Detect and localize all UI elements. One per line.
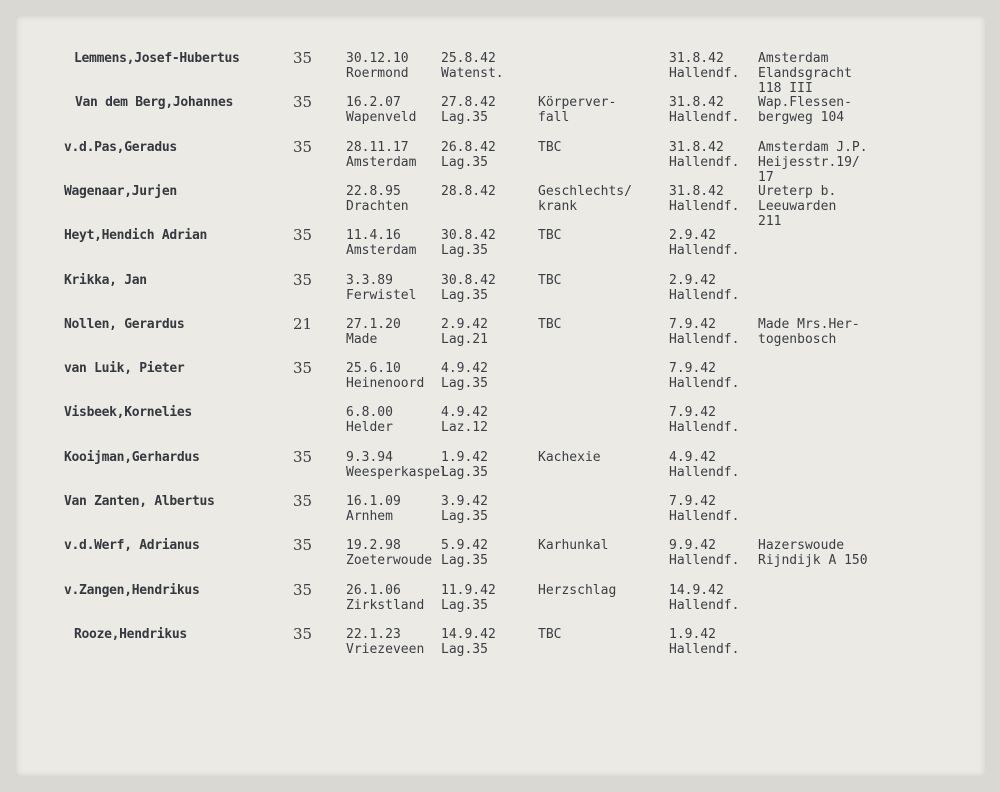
arrival-place: Lag.35 <box>441 642 488 657</box>
document-page <box>16 16 985 776</box>
cause-of-death: Karhunkal <box>538 538 609 553</box>
death-date: 7.9.42 <box>669 317 716 332</box>
arrival-cell <box>441 450 488 480</box>
address-cell <box>758 538 868 568</box>
birth-cell <box>346 51 409 81</box>
name-cell <box>64 273 147 288</box>
birth-place: Amsterdam <box>346 243 417 258</box>
arrival-cell <box>441 494 488 524</box>
record-row <box>16 95 985 139</box>
address-line: Heijesstr.19/ <box>758 155 860 170</box>
name-cell <box>75 95 233 110</box>
num-cell <box>293 583 312 598</box>
death-date: 31.8.42 <box>669 184 724 199</box>
birth-date: 25.6.10 <box>346 361 401 376</box>
address-line: Leeuwarden <box>758 199 837 214</box>
person-name: v.d.Werf, Adrianus <box>64 538 200 553</box>
block-number: 35 <box>293 448 313 466</box>
cause-of-death: Kachexie <box>538 450 601 465</box>
address-line: Amsterdam <box>758 51 829 66</box>
arrival-cell <box>441 95 496 125</box>
arrival-place: Watenst. <box>441 66 504 81</box>
birth-place: Arnhem <box>346 509 393 524</box>
record-row <box>16 450 985 494</box>
person-name: Van dem Berg,Johannes <box>75 95 234 110</box>
death-cell <box>669 450 739 480</box>
arrival-cell <box>441 583 496 613</box>
death-cell <box>669 228 739 258</box>
block-number: 35 <box>293 226 313 244</box>
death-place: Hallendf. <box>669 420 740 435</box>
death-date: 7.9.42 <box>669 361 716 376</box>
arrival-place: Laz.12 <box>441 420 488 435</box>
birth-date: 9.3.94 <box>346 450 393 465</box>
death-date: 7.9.42 <box>669 494 716 509</box>
address-line: Made Mrs.Her- <box>758 317 860 332</box>
arrival-date: 30.8.42 <box>441 228 496 243</box>
person-name: Rooze,Hendrikus <box>74 627 187 642</box>
block-number: 35 <box>293 49 313 67</box>
num-cell <box>293 538 312 553</box>
arrival-date: 2.9.42 <box>441 317 488 332</box>
address-line: 118 III <box>758 81 813 96</box>
block-number: 35 <box>293 271 313 289</box>
death-cell <box>669 140 739 170</box>
record-row <box>16 627 985 671</box>
address-line: Hazerswoude <box>758 538 845 553</box>
death-place: Hallendf. <box>669 332 740 347</box>
cause-cell <box>538 627 561 642</box>
person-name: van Luik, Pieter <box>64 361 185 376</box>
cause-cell <box>538 538 608 553</box>
birth-date: 22.1.23 <box>346 627 401 642</box>
birth-cell <box>346 361 424 391</box>
record-row <box>16 317 985 361</box>
address-cell <box>758 95 852 125</box>
birth-cell <box>346 95 416 125</box>
birth-cell <box>346 184 409 214</box>
arrival-place: Lag.35 <box>441 598 488 613</box>
cause-of-death-continued: krank <box>538 199 578 214</box>
record-row <box>16 184 985 228</box>
birth-cell <box>346 317 401 347</box>
name-cell <box>74 627 187 642</box>
record-row <box>16 361 985 405</box>
arrival-cell <box>441 538 488 568</box>
birth-date: 22.8.95 <box>346 184 401 199</box>
person-name: Nollen, Gerardus <box>64 317 185 332</box>
record-row <box>16 273 985 317</box>
arrival-place: Lag.35 <box>441 110 488 125</box>
block-number: 35 <box>293 625 313 643</box>
death-date: 4.9.42 <box>669 450 716 465</box>
birth-date: 3.3.89 <box>346 273 393 288</box>
arrival-cell <box>441 228 496 258</box>
cause-cell <box>538 450 601 465</box>
death-date: 1.9.42 <box>669 627 716 642</box>
arrival-place: Lag.35 <box>441 509 488 524</box>
death-place: Hallendf. <box>669 199 740 214</box>
name-cell <box>64 317 184 332</box>
arrival-date: 25.8.42 <box>441 51 496 66</box>
birth-place: Drachten <box>346 199 409 214</box>
name-cell <box>64 184 177 199</box>
death-date: 2.9.42 <box>669 273 716 288</box>
address-line: bergweg 104 <box>758 110 845 125</box>
birth-cell <box>346 450 448 480</box>
name-cell <box>64 228 207 243</box>
birth-place: Helder <box>346 420 393 435</box>
death-date: 31.8.42 <box>669 140 724 155</box>
birth-place: Ferwistel <box>346 288 417 303</box>
person-name: Van Zanten, Albertus <box>64 494 215 509</box>
arrival-place: Lag.35 <box>441 465 488 480</box>
death-cell <box>669 51 739 81</box>
record-row <box>16 405 985 449</box>
cause-cell <box>538 317 561 332</box>
address-line: Ureterp b. <box>758 184 837 199</box>
birth-place: Wapenveld <box>346 110 417 125</box>
arrival-date: 1.9.42 <box>441 450 488 465</box>
cause-of-death-continued: fall <box>538 110 570 125</box>
name-cell <box>64 140 177 155</box>
block-number: 21 <box>293 315 313 333</box>
arrival-date: 26.8.42 <box>441 140 496 155</box>
arrival-date: 4.9.42 <box>441 361 488 376</box>
name-cell <box>64 494 215 509</box>
arrival-cell <box>441 51 504 81</box>
address-line: 211 <box>758 214 782 229</box>
name-cell <box>74 51 240 66</box>
death-cell <box>669 317 739 347</box>
death-cell <box>669 583 739 613</box>
death-place: Hallendf. <box>669 598 740 613</box>
birth-place: Weesperkaspel <box>346 465 448 480</box>
death-cell <box>669 405 739 435</box>
cause-cell <box>538 273 561 288</box>
cause-of-death: TBC <box>538 228 562 243</box>
birth-date: 27.1.20 <box>346 317 401 332</box>
person-name: Kooijman,Gerhardus <box>64 450 200 465</box>
num-cell <box>293 627 312 642</box>
death-place: Hallendf. <box>669 66 740 81</box>
cause-of-death: TBC <box>538 140 562 155</box>
death-cell <box>669 273 739 303</box>
person-name: v.d.Pas,Geradus <box>64 140 177 155</box>
death-place: Hallendf. <box>669 465 740 480</box>
address-line: Wap.Flessen- <box>758 95 852 110</box>
death-date: 2.9.42 <box>669 228 716 243</box>
birth-date: 28.11.17 <box>346 140 409 155</box>
death-cell <box>669 494 739 524</box>
arrival-place: Lag.35 <box>441 243 488 258</box>
address-cell <box>758 140 868 185</box>
address-line: 17 <box>758 170 774 185</box>
arrival-cell <box>441 317 488 347</box>
record-row <box>16 494 985 538</box>
person-name: Visbeek,Kornelies <box>64 405 192 420</box>
birth-cell <box>346 627 424 657</box>
address-line: Amsterdam J.P. <box>758 140 868 155</box>
birth-place: Heinenoord <box>346 376 425 391</box>
death-place: Hallendf. <box>669 288 740 303</box>
birth-place: Zoeterwoude <box>346 553 433 568</box>
birth-cell <box>346 538 432 568</box>
arrival-place: Lag.35 <box>441 288 488 303</box>
arrival-place: Lag.35 <box>441 155 488 170</box>
birth-place: Roermond <box>346 66 409 81</box>
birth-date: 30.12.10 <box>346 51 409 66</box>
address-line: Rijndijk A 150 <box>758 553 868 568</box>
death-date: 14.9.42 <box>669 583 724 598</box>
address-cell <box>758 317 860 347</box>
cause-of-death: TBC <box>538 627 562 642</box>
address-line: togenbosch <box>758 332 837 347</box>
num-cell <box>293 361 312 376</box>
birth-cell <box>346 228 416 258</box>
death-place: Hallendf. <box>669 509 740 524</box>
birth-cell <box>346 405 393 435</box>
arrival-place: Lag.35 <box>441 376 488 391</box>
death-cell <box>669 184 739 214</box>
birth-cell <box>346 494 401 524</box>
cause-cell <box>538 583 616 598</box>
cause-of-death: Herzschlag <box>538 583 617 598</box>
birth-date: 11.4.16 <box>346 228 401 243</box>
num-cell <box>293 494 312 509</box>
arrival-cell <box>441 184 496 199</box>
death-place: Hallendf. <box>669 642 740 657</box>
record-row <box>16 538 985 582</box>
block-number: 35 <box>293 359 313 377</box>
death-place: Hallendf. <box>669 553 740 568</box>
cause-of-death: Geschlechts/ <box>538 184 632 199</box>
death-date: 7.9.42 <box>669 405 716 420</box>
record-row <box>16 228 985 272</box>
death-place: Hallendf. <box>669 243 740 258</box>
cause-of-death: TBC <box>538 273 562 288</box>
person-name: v.Zangen,Hendrikus <box>64 583 200 598</box>
birth-cell <box>346 140 416 170</box>
birth-date: 16.1.09 <box>346 494 401 509</box>
name-cell <box>64 538 199 553</box>
person-name: Lemmens,Josef-Hubertus <box>74 51 240 66</box>
arrival-date: 4.9.42 <box>441 405 488 420</box>
block-number: 35 <box>293 93 313 111</box>
arrival-cell <box>441 627 496 657</box>
arrival-cell <box>441 405 488 435</box>
cause-cell <box>538 184 632 214</box>
num-cell <box>293 450 312 465</box>
birth-date: 16.2.07 <box>346 95 401 110</box>
birth-place: Vriezeveen <box>346 642 425 657</box>
arrival-cell <box>441 273 496 303</box>
block-number: 35 <box>293 581 313 599</box>
arrival-cell <box>441 140 496 170</box>
death-cell <box>669 538 739 568</box>
death-date: 31.8.42 <box>669 51 724 66</box>
birth-cell <box>346 273 416 303</box>
birth-place: Zirkstland <box>346 598 425 613</box>
person-name: Krikka, Jan <box>64 273 147 288</box>
cause-cell <box>538 228 561 243</box>
name-cell <box>64 450 199 465</box>
num-cell <box>293 228 312 243</box>
name-cell <box>64 583 199 598</box>
name-cell <box>64 361 184 376</box>
cause-of-death: Körperver- <box>538 95 617 110</box>
birth-date: 19.2.98 <box>346 538 401 553</box>
death-date: 31.8.42 <box>669 95 724 110</box>
address-line: Elandsgracht <box>758 66 852 81</box>
death-place: Hallendf. <box>669 110 740 125</box>
death-cell <box>669 361 739 391</box>
arrival-place: Lag.21 <box>441 332 488 347</box>
death-place: Hallendf. <box>669 155 740 170</box>
arrival-date: 30.8.42 <box>441 273 496 288</box>
birth-date: 26.1.06 <box>346 583 401 598</box>
block-number: 35 <box>293 536 313 554</box>
person-name: Wagenaar,Jurjen <box>64 184 177 199</box>
num-cell <box>293 51 312 66</box>
cause-of-death: TBC <box>538 317 562 332</box>
birth-place: Made <box>346 332 378 347</box>
death-cell <box>669 627 739 657</box>
birth-cell <box>346 583 424 613</box>
record-row <box>16 140 985 184</box>
death-place: Hallendf. <box>669 376 740 391</box>
num-cell <box>293 317 312 332</box>
arrival-date: 11.9.42 <box>441 583 496 598</box>
arrival-date: 14.9.42 <box>441 627 496 642</box>
death-date: 9.9.42 <box>669 538 716 553</box>
cause-cell <box>538 140 561 155</box>
cause-cell <box>538 95 616 125</box>
person-name: Heyt,Hendich Adrian <box>64 228 208 243</box>
num-cell <box>293 273 312 288</box>
arrival-date: 3.9.42 <box>441 494 488 509</box>
block-number: 35 <box>293 138 313 156</box>
num-cell <box>293 140 312 155</box>
arrival-date: 5.9.42 <box>441 538 488 553</box>
arrival-place: Lag.35 <box>441 553 488 568</box>
record-row <box>16 51 985 95</box>
name-cell <box>64 405 192 420</box>
block-number: 35 <box>293 492 313 510</box>
num-cell <box>293 95 312 110</box>
address-cell <box>758 184 836 229</box>
birth-place: Amsterdam <box>346 155 417 170</box>
address-cell <box>758 51 852 96</box>
death-cell <box>669 95 739 125</box>
record-row <box>16 583 985 627</box>
arrival-date: 27.8.42 <box>441 95 496 110</box>
birth-date: 6.8.00 <box>346 405 393 420</box>
arrival-date: 28.8.42 <box>441 184 496 199</box>
arrival-cell <box>441 361 488 391</box>
